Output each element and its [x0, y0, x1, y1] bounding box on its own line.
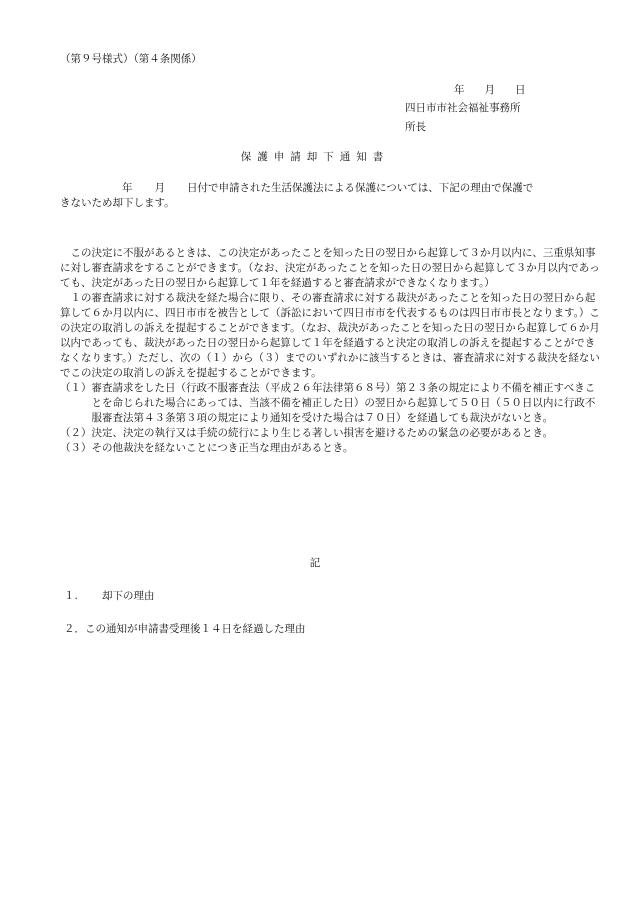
date-line: [454, 83, 526, 98]
notice-item-3: [60, 441, 605, 456]
reason-1-number: １.: [64, 590, 78, 602]
notice-paragraph-2: １の審査請求に対する裁決を経た場合に限り、その審査請求に対する裁決があったことを知った日の翌日から起算して６か月以内に、四日市市を被告として（訴訟において四日市市を代表するものは四日市市長となります。）この決定の取消しの訴えを提起することができます。（なお、裁決があったことを知った日の翌日から起算して６か月以内であっても、裁決があった日の翌日から起算して１年を経過すると決定の取消しの訴えを提起することができなくなります。）ただし、次の（１）から（３）までのいずれかに該当するときは、審査請求に対する裁決を経ないでこの決定の取消しの訴えを提起することができます。: [60, 292, 600, 379]
intro-paragraph: [60, 181, 600, 211]
item-text: 審査請求をした日（行政不服審査法（平成２６年法律第６８号）第２３条の規定により不備を補正すべきことを命じられた場合にあっては、当該不備を補正した日）の翌日から起算して５０日（５０日以内に行政不服審査法第４３条第３項の規定により通知を受けた場合は７０日）を経過しても裁決がないとき。: [91, 382, 596, 424]
document-title: 保護申請却下通知書: [240, 151, 390, 163]
item-number: （２）: [60, 427, 92, 439]
date-month-label: 月: [484, 84, 495, 96]
form-number: （第９号様式）（第４条関係）: [60, 53, 202, 65]
intro-line-1: [60, 181, 600, 196]
date-year-label: 年: [454, 84, 465, 96]
intro-line-1-text: 日付で申請された生活保護法による保護については、下記の理由で保護で: [187, 182, 534, 194]
item-number: （１）: [60, 382, 92, 394]
office-chief: 所長: [405, 121, 426, 133]
office-name: 四日市市社会福祉事務所: [405, 102, 521, 114]
notice-item-1: [60, 381, 605, 426]
appeal-notice: [60, 246, 605, 456]
item-text: 決定、決定の執行又は手続の続行により生じる著しい損害を避けるための緊急の必要があるとき。: [91, 427, 554, 439]
intro-month-label: 月: [154, 182, 165, 194]
reason-2: ２．この通知が申請書受理後１４日を経過した理由: [64, 623, 306, 635]
item-number: （３）: [60, 442, 92, 454]
intro-line-2: きないため却下します。: [60, 197, 175, 209]
intro-year-label: 年: [122, 182, 133, 194]
notice-paragraph-1: この決定に不服があるときは、この決定があったことを知った日の翌日から起算して３か月以内に、三重県知事に対し審査請求をすることができます。（なお、決定があったことを知った日の翌日から起算して３か月以内であっても、決定があった日の翌日から起算して１年を経過すると審査請求ができなくなります。）: [60, 247, 600, 289]
reason-1-text: 却下の理由: [102, 590, 155, 602]
ki-heading: 記: [309, 557, 321, 569]
notice-item-2: [60, 426, 605, 441]
item-text: その他裁決を経ないことにつき正当な理由があるとき。: [91, 442, 354, 454]
reason-1: [64, 589, 155, 604]
date-day-label: 日: [515, 84, 526, 96]
